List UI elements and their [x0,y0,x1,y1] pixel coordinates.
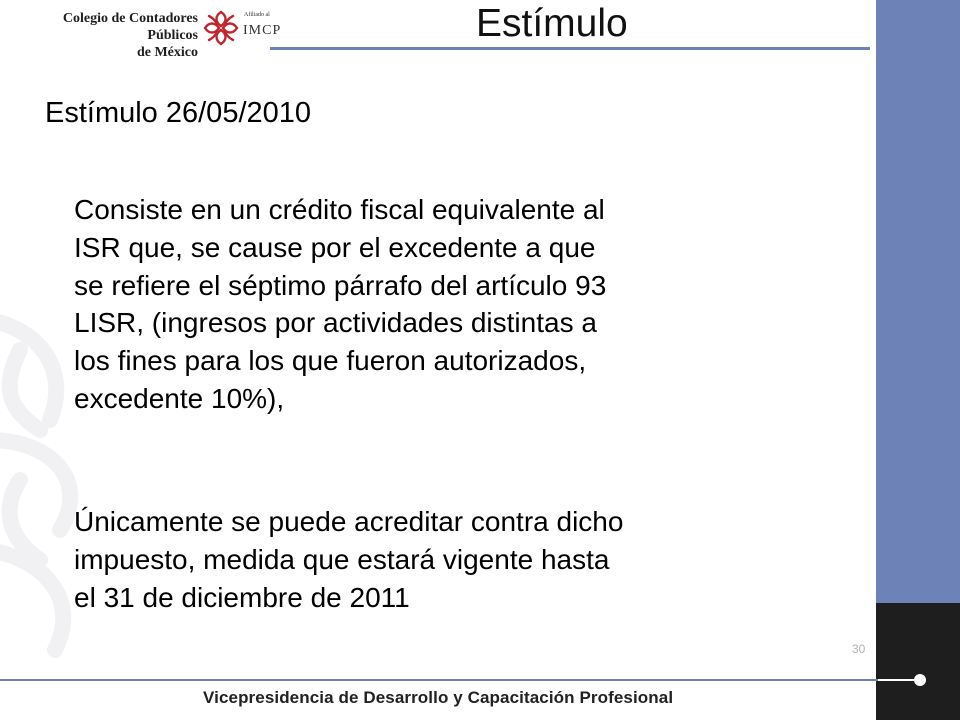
slide-subtitle: Estímulo 26/05/2010 [45,97,312,129]
paragraph-line: Consiste en un crédito fiscal equivalente al [74,194,605,225]
footer-text: Vicepresidencia de Desarrollo y Capacitación Profesional [203,688,674,707]
paragraph-line: ISR que, se cause por el excedente a que [74,231,596,263]
logo-affiliate-label: Afiliado al [244,12,270,18]
slide-title: Estímulo [476,2,628,45]
title-underline [270,47,870,50]
ccpm-logo-icon [201,8,241,48]
body-paragraph-1 [74,191,814,418]
organization-logo [10,8,282,60]
logo-text [10,10,198,61]
paragraph-line: impuesto, medida que estará vigente hasta [74,543,610,575]
paragraph-line: excedente 10%), [74,382,285,414]
body-paragraph-2 [74,503,814,616]
logo-line-2: de México [136,45,198,60]
paragraph-line: se refiere el séptimo párrafo del artículo 93 [74,269,607,301]
footer-dot-icon [914,674,926,686]
logo-imcp-label: IMCP [243,23,282,38]
side-dark-block [876,603,960,720]
footer-rule [0,679,918,681]
paragraph-line: LISR, (ingresos por actividades distintas a [74,307,597,339]
paragraph-line: Únicamente se puede acreditar contra dicho [74,506,624,537]
paragraph-line: los fines para los que fueron autorizados, [74,345,587,377]
logo-line-1: Colegio de Contadores Públicos [62,11,198,43]
page-number: 30 [852,642,866,656]
paragraph-line: el 31 de diciembre de 2011 [74,581,410,613]
side-accent-bar [876,0,960,603]
